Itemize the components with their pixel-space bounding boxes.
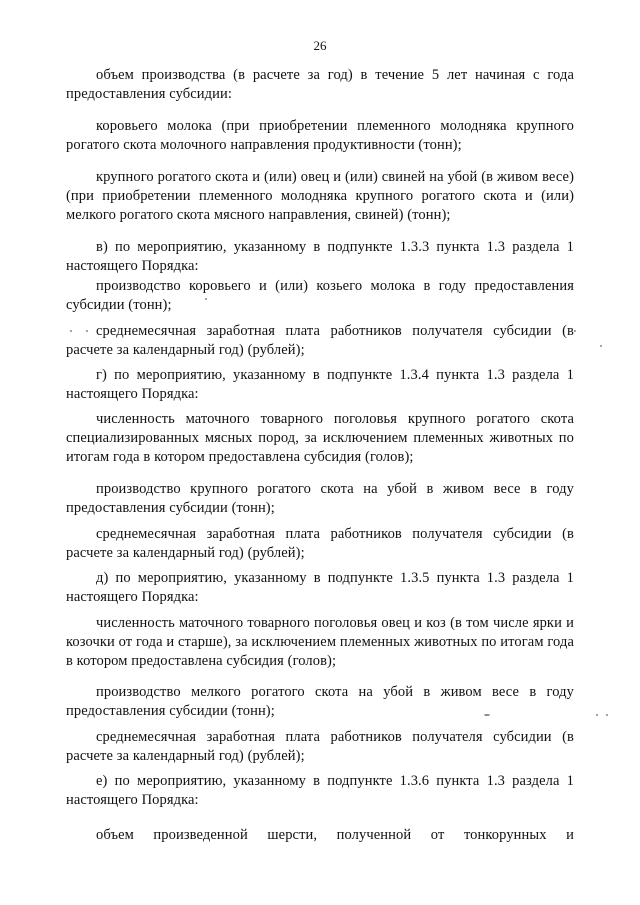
scan-speck — [600, 345, 602, 347]
paragraph-cow-milk: коровьего молока (при приобретении племенного молодняка крупного рогатого скота молочного направления продуктивности (тонн); — [66, 118, 574, 153]
paragraph-cattle-headcount: численность маточного товарного поголовья крупного рогатого скота специализированных мясных пород, за исключением племенных животных по итогам года в котором предоставлена субсидия (голов); — [66, 411, 574, 465]
scan-speck — [596, 714, 598, 716]
scan-speck — [606, 714, 608, 716]
scan-speck — [70, 330, 72, 332]
scan-speck — [86, 330, 88, 332]
scan-speck — [484, 714, 490, 716]
paragraph-production-volume: объем производства (в расчете за год) в течение 5 лет начиная с года предоставления субсидии: — [66, 67, 574, 102]
paragraph-milk-production: производство коровьего и (или) козьего молока в году предоставления субсидии (тонн); — [66, 278, 574, 313]
paragraph-wool-volume: объем произведенной шерсти, полученной от тонкорунных и — [96, 827, 574, 843]
paragraph-item-g: г) по мероприятию, указанному в подпункте 1.3.4 пункта 1.3 раздела 1 настоящего Порядка: — [66, 367, 574, 402]
scan-speck — [205, 298, 207, 300]
page-number: 26 — [313, 38, 327, 53]
paragraph-sheep-goat-headcount: численность маточного товарного поголовья овец и коз (в том числе ярки и козочки от года и старше), за исключением племенных животных по итогам года в котором предоставлена субсидия (голов); — [66, 615, 574, 669]
scan-speck — [574, 330, 576, 332]
paragraph-item-d: д) по мероприятию, указанному в подпункте 1.3.5 пункта 1.3 раздела 1 настоящего Порядка: — [66, 570, 574, 605]
paragraph-salary-1: среднемесячная заработная плата работников получателя субсидии (в расчете за календарный год) (рублей); — [66, 323, 574, 358]
paragraph-item-v: в) по мероприятию, указанному в подпункте 1.3.3 пункта 1.3 раздела 1 настоящего Порядка: — [66, 239, 574, 274]
paragraph-salary-2: среднемесячная заработная плата работников получателя субсидии (в расчете за календарный год) (рублей); — [66, 526, 574, 561]
paragraph-cattle-production: производство крупного рогатого скота на убой в живом весе в году предоставления субсидии (тонн); — [66, 481, 574, 516]
paragraph-cattle-slaughter: крупного рогатого скота и (или) овец и (или) свиней на убой (в живом весе) (при приобретении племенного молодняка крупного рогатого скота и (или) мелкого рогатого скота мясного направления, свиней) (тонн); — [66, 169, 574, 223]
paragraph-small-cattle-production: производство мелкого рогатого скота на убой в живом весе в году предоставления субсидии (тонн); — [66, 684, 574, 719]
paragraph-salary-3: среднемесячная заработная плата работников получателя субсидии (в расчете за календарный год) (рублей); — [66, 729, 574, 764]
paragraph-item-e: е) по мероприятию, указанному в подпункте 1.3.6 пункта 1.3 раздела 1 настоящего Порядка: — [66, 773, 574, 808]
